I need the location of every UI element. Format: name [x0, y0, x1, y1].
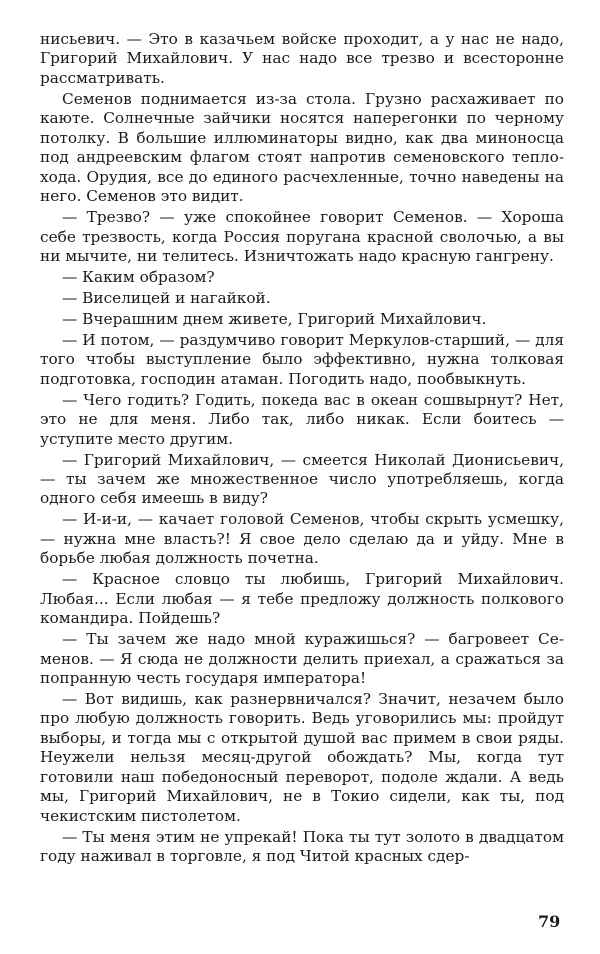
paragraph: — Ты меня этим не упрекай! Пока ты тут золото в двадцатом году наживал в торговле, я под Читой красных сдер- — [40, 827, 564, 866]
paragraph: — Красное словцо ты любишь, Григорий Михайлович. Любая... Если любая — я тебе предложу должность полкового командира. Пойдешь? — [40, 570, 564, 628]
paragraph: нисьевич. — Это в казачьем войске проходит, а у нас не надо, Григорий Михайлович. У нас надо все трезво и всесторонне рассматривать. — [40, 30, 564, 87]
paragraph: — Чего годить? Годить, покеда вас в океан сошвырнут? Нет, это не для меня. Либо так, либо никак. Если боитесь — уступите место другим. — [40, 390, 564, 448]
paragraph: — Ты зачем же надо мной куражишься? — багровеет Семенов. — Я сюда не должности делить приехал, а сражаться за попранную честь государя императора! — [40, 630, 564, 687]
paragraph: — Вот видишь, как разнервничался? Значит, незачем было про любую должность говорить. Ведь уговорились мы: пройдут выборы, и тогда мы с открытой душой вас примем в свои ряды. Неужели нельзя месяц-другой обождать? Мы, когда тут готовили наш победоносный переворот, подоле ждали. А ведь мы, Григорий Михайлович, не в Токио сидели, как ты, под чекистским пистолетом. — [40, 689, 564, 825]
paragraph: — И-и-и, — качает головой Семенов, чтобы скрыть усмешку, — нужна мне власть?! Я свое дело сделаю да и уйду. Мне в борьбе любая должность почетна. — [40, 510, 564, 568]
paragraph: — Трезво? — уже спокойнее говорит Семенов. — Хороша себе трезвость, когда Россия поругана красной сволочью, а вы ни мычите, ни телитесь. Изничтожать надо красную гангрену. — [40, 208, 564, 265]
paragraph: — Каким образом? — [62, 267, 215, 286]
page-body — [40, 30, 564, 868]
paragraph: — И потом, — раздумчиво говорит Меркулов-старший, — для того чтобы выступление было эффективно, нужна толковая подготовка, господин атаман. Погодить надо, пообвыкнуть. — [40, 330, 564, 388]
page-number: 79 — [538, 912, 561, 931]
paragraph: — Григорий Михайлович, — смеется Николай Дионисьевич, — ты зачем же множественное число употребляешь, когда одного себя имеешь в виду? — [40, 450, 564, 508]
paragraph: Семенов поднимается из-за стола. Грузно расхаживает по каюте. Солнечные зайчики носятся наперегонки по черному потолку. В большие иллюминаторы видно, как два миноносца под андреевским флагом стоят напротив семеновского теплохода. Орудия, все до единого расчехленные, точно наведены на него. Семенов это видит. — [40, 89, 564, 206]
paragraph: — Виселицей и нагайкой. — [62, 288, 271, 307]
paragraph: — Вчерашним днем живете, Григорий Михайлович. — [62, 309, 487, 328]
